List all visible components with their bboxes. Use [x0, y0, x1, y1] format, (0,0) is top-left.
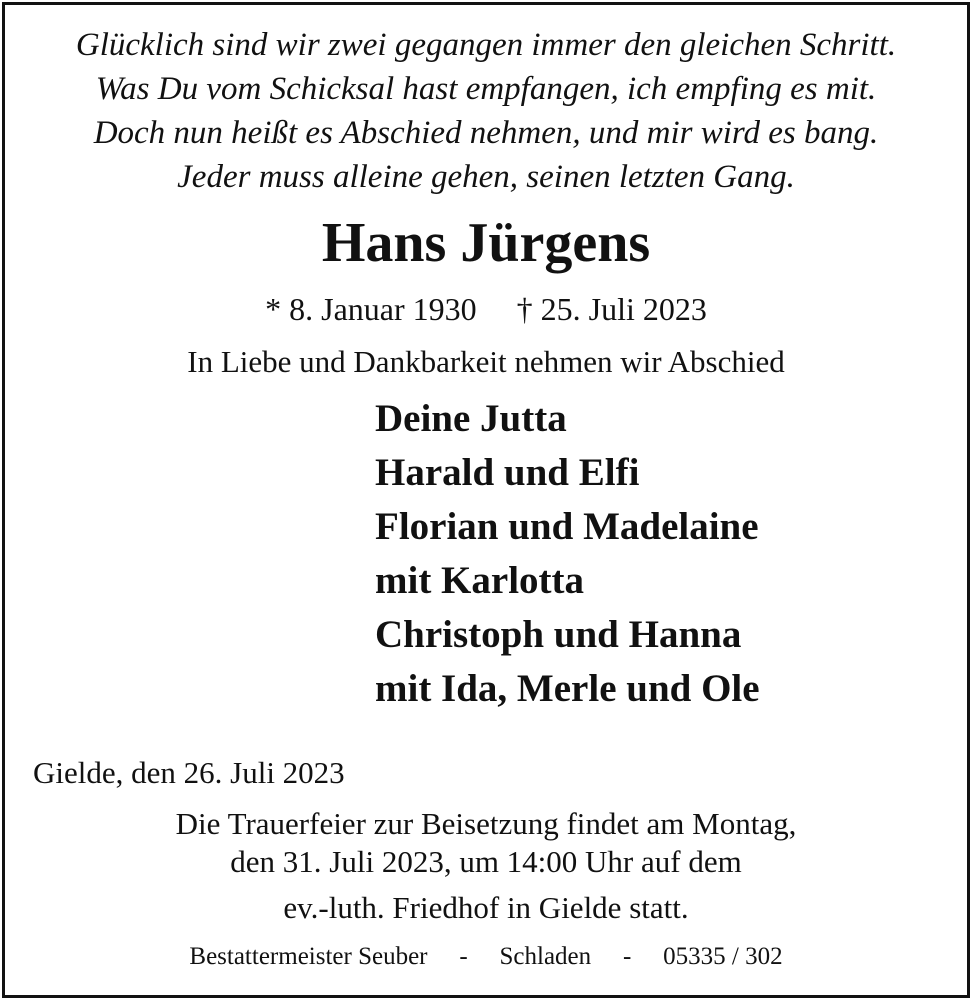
family-member: Christoph und Hanna [375, 613, 742, 656]
poem-line-4: Jeder muss alleine gehen, seinen letzten Gang. [177, 159, 795, 195]
farewell-intro: In Liebe und Dankbarkeit nehmen wir Abschied [187, 344, 785, 379]
family-member: Florian und Madelaine [375, 505, 759, 548]
family-member: mit Karlotta [375, 559, 585, 602]
service-line-1: Die Trauerfeier zur Beisetzung findet am Montag, [175, 806, 797, 841]
poem-line-3: Doch nun heißt es Abschied nehmen, und mir wird es bang. [93, 115, 879, 151]
place-and-date: Gielde, den 26. Juli 2023 [33, 755, 345, 790]
undertaker-phone: 05335 / 302 [663, 943, 783, 970]
poem-line-2: Was Du vom Schicksal hast empfangen, ich empfing es mit. [95, 71, 877, 107]
footer-separator: - [622, 943, 632, 970]
family-member: Harald und Elfi [375, 451, 640, 494]
undertaker-name: Bestattermeister Seuber [189, 943, 428, 970]
life-dates [5, 289, 967, 329]
footer-separator: - [459, 943, 468, 970]
family-member: Deine Jutta [375, 397, 567, 440]
poem-line-1: Glücklich sind wir zwei gegangen immer den gleichen Schritt. [75, 27, 897, 63]
undertaker-footer [5, 940, 967, 974]
service-line-2: den 31. Juli 2023, um 14:00 Uhr auf dem [230, 844, 742, 879]
death-date: † 25. Juli 2023 [516, 291, 707, 327]
obituary-notice [2, 2, 970, 998]
service-line-3: ev.-luth. Friedhof in Gielde statt. [283, 890, 689, 925]
deceased-name: Hans Jürgens [321, 212, 651, 274]
undertaker-city: Schladen [499, 943, 592, 970]
family-member: mit Ida, Merle und Ole [375, 667, 760, 710]
birth-date: * 8. Januar 1930 [265, 291, 477, 327]
